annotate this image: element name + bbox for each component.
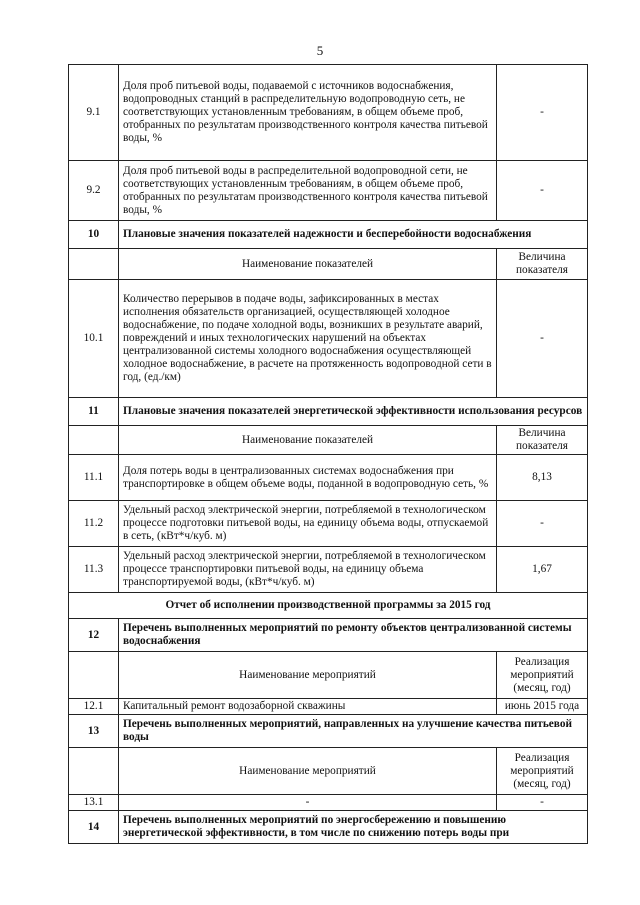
indicator-name: Доля проб питьевой воды в распределительной водопроводной сети, не соответствующих установленным требованиям, в общем объеме проб, отобранных по результатам производственного контроля качества питьевой воды, % <box>119 161 497 221</box>
column-header-row <box>69 426 588 455</box>
indicator-value: 1,67 <box>497 547 588 593</box>
section-title: Плановые значения показателей энергетической эффективности использования ресурсов <box>119 398 588 426</box>
empty-cell <box>69 426 119 455</box>
section-header-row <box>69 715 588 748</box>
section-header-row <box>69 398 588 426</box>
indicator-value: - <box>497 161 588 221</box>
table-row <box>69 455 588 501</box>
section-number: 10 <box>69 221 119 249</box>
column-header-value: Величина показателя <box>497 426 588 455</box>
indicators-table <box>68 64 588 844</box>
row-number: 11.3 <box>69 547 119 593</box>
column-header-value: Реализация мероприятий (месяц, год) <box>497 748 588 795</box>
indicator-value: 8,13 <box>497 455 588 501</box>
section-number: 13 <box>69 715 119 748</box>
row-number: 11.1 <box>69 455 119 501</box>
indicator-name: Количество перерывов в подаче воды, зафиксированных в местах исполнения обязательств организацией, осуществляющей холодное водоснабжение, по подаче холодной воды, возникших в результате аварий, повреждений и иных технологических нарушений на объектах централизованной системы холодного водоснабжения осуществляющей холодное водоснабжение, в расчете на протяженность водопроводной сети в год, (ед./км) <box>119 280 497 398</box>
indicator-name: Доля потерь воды в централизованных системах водоснабжения при транспортировке в общем объеме воды, поданной в водопроводную сеть, % <box>119 455 497 501</box>
indicator-name: Удельный расход электрической энергии, потребляемой в технологическом процессе транспортировки питьевой воды, на единицу объема транспортируемой воды, (кВт*ч/куб. м) <box>119 547 497 593</box>
table-row <box>69 547 588 593</box>
indicator-name: Удельный расход электрической энергии, потребляемой в технологическом процессе подготовки питьевой воды, на единицу объема воды, отпускаемой в сеть, (кВт*ч/куб. м) <box>119 501 497 547</box>
indicator-value: - <box>497 280 588 398</box>
section-title: Перечень выполненных мероприятий по энергосбережению и повышению энергетической эффективности, в том числе по снижению потерь воды при <box>119 811 588 844</box>
indicator-name: Доля проб питьевой воды, подаваемой с источников водоснабжения, водопроводных станций в распределительную водопроводную сеть, не соответствующих установленным требованиям, в общем объеме проб, отобранных по результатам производственного контроля качества питьевой воды, % <box>119 65 497 161</box>
indicator-value: - <box>497 65 588 161</box>
activity-name: Капитальный ремонт водозаборной скважины <box>119 699 497 715</box>
table-row <box>69 65 588 161</box>
row-number: 9.1 <box>69 65 119 161</box>
column-header-name: Наименование показателей <box>119 426 497 455</box>
section-header-row <box>69 619 588 652</box>
activity-name: - <box>119 795 497 811</box>
page-number: 5 <box>316 43 324 58</box>
activity-date: июнь 2015 года <box>497 699 588 715</box>
table-row <box>69 501 588 547</box>
section-title: Плановые значения показателей надежности и бесперебойности водоснабжения <box>119 221 588 249</box>
column-header-value: Реализация мероприятий (месяц, год) <box>497 652 588 699</box>
empty-cell <box>69 652 119 699</box>
section-number: 12 <box>69 619 119 652</box>
row-number: 13.1 <box>69 795 119 811</box>
section-header-row <box>69 811 588 844</box>
column-header-value: Величина показателя <box>497 249 588 280</box>
column-header-row <box>69 748 588 795</box>
indicator-value: - <box>497 501 588 547</box>
section-title: Перечень выполненных мероприятий по ремонту объектов централизованной системы водоснабжения <box>119 619 588 652</box>
row-number: 12.1 <box>69 699 119 715</box>
section-number: 11 <box>69 398 119 426</box>
column-header-row <box>69 652 588 699</box>
section-number: 14 <box>69 811 119 844</box>
section-header-row <box>69 221 588 249</box>
report-title-row <box>69 593 588 619</box>
column-header-row <box>69 249 588 280</box>
table-row <box>69 161 588 221</box>
table-row <box>69 280 588 398</box>
table-row <box>69 795 588 811</box>
row-number: 11.2 <box>69 501 119 547</box>
column-header-name: Наименование мероприятий <box>119 652 497 699</box>
activity-date: - <box>497 795 588 811</box>
column-header-name: Наименование показателей <box>119 249 497 280</box>
row-number: 10.1 <box>69 280 119 398</box>
row-number: 9.2 <box>69 161 119 221</box>
report-title: Отчет об исполнении производственной программы за 2015 год <box>69 593 588 619</box>
empty-cell <box>69 748 119 795</box>
section-title: Перечень выполненных мероприятий, направленных на улучшение качества питьевой воды <box>119 715 588 748</box>
table-row <box>69 699 588 715</box>
column-header-name: Наименование мероприятий <box>119 748 497 795</box>
empty-cell <box>69 249 119 280</box>
